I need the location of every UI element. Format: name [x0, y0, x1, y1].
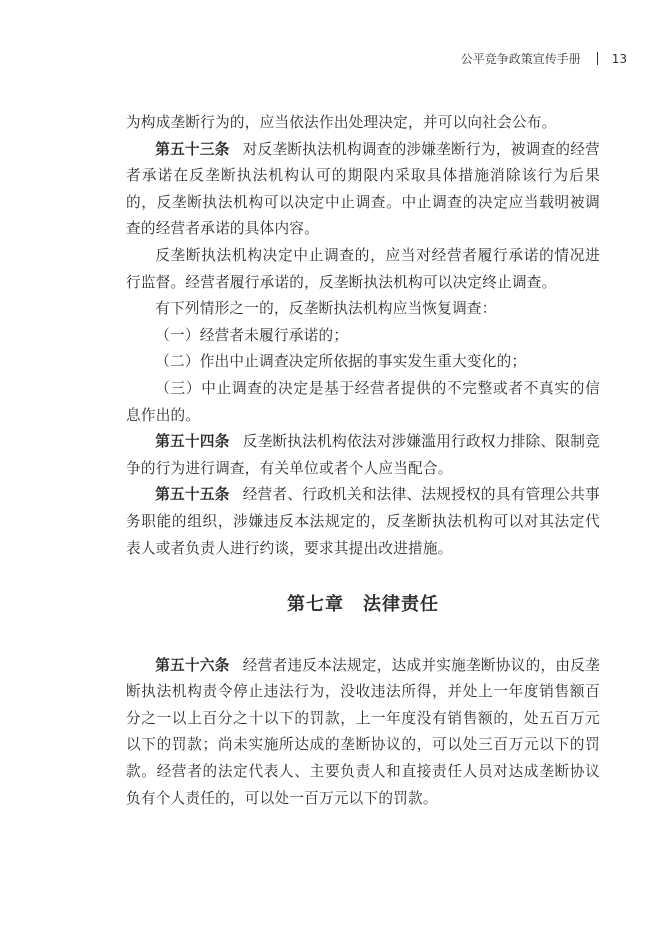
list-item-3: （三）中止调查的决定是基于经营者提供的不完整或者不真实的信息作出的。 — [126, 379, 600, 424]
page-body — [126, 110, 600, 812]
running-header — [461, 50, 627, 67]
article-55-text: 经营者、行政机关和法律、法规授权的具有管理公共事务职能的组织，涉嫌违反本法规定的，反垄断执法机构可以对其法定代表人或者负责人进行约谈，要求其提出改进措施。 — [126, 486, 600, 557]
paragraph-supervision: 反垄断执法机构决定中止调查的，应当对经营者履行承诺的情况进行监督。经营者履行承诺的，反垄断执法机构可以决定终止调查。 — [126, 246, 600, 291]
article-53-label: 第五十三条 — [155, 140, 230, 158]
article-56-label: 第五十六条 — [155, 656, 230, 674]
article-54 — [126, 429, 600, 482]
article-56 — [126, 653, 600, 813]
article-54-label: 第五十四条 — [155, 433, 230, 451]
paragraph-resume-intro: 有下列情形之一的，反垄断执法机构应当恢复调查： — [155, 300, 497, 318]
article-56-text: 经营者违反本法规定，达成并实施垄断协议的，由反垄断执法机构责令停止违法行为，没收违法所得，并处上一年度销售额百分之一以上百分之十以下的罚款，上一年度没有销售额的，处五百万元以下的罚款；尚未实施所达成的垄断协议的，可以处三百万元以下的罚款。经营者的法定代表人、主要负责人和直接责任人员对达成垄断协议负有个人责任的，可以处一百万元以下的罚款。 — [126, 656, 600, 807]
paragraph-continuation: 为构成垄断行为的，应当依法作出处理决定，并可以向社会公布。 — [126, 114, 557, 131]
header-divider — [597, 52, 598, 65]
chapter-heading: 第七章 法律责任 — [287, 594, 439, 616]
list-item-1: （一）经营者未履行承诺的； — [155, 326, 349, 344]
article-54-text: 反垄断执法机构依法对涉嫌滥用行政权力排除、限制竞争的行为进行调查，有关单位或者个人应当配合。 — [126, 433, 600, 477]
book-title: 公平竞争政策宣传手册 — [460, 52, 581, 66]
page-number: 13 — [611, 51, 627, 66]
article-53 — [126, 137, 600, 243]
article-53-text: 对反垄断执法机构调查的涉嫌垄断行为，被调查的经营者承诺在反垄断执法机构认可的期限内采取具体措施消除该行为后果的，反垄断执法机构可以决定中止调查。中止调查的决定应当载明被调查的经营者承诺的具体内容。 — [126, 140, 600, 238]
list-item-2: （二）作出中止调查决定所依据的事实发生重大变化的； — [155, 353, 527, 371]
article-55 — [126, 482, 600, 562]
article-55-label: 第五十五条 — [155, 486, 230, 504]
